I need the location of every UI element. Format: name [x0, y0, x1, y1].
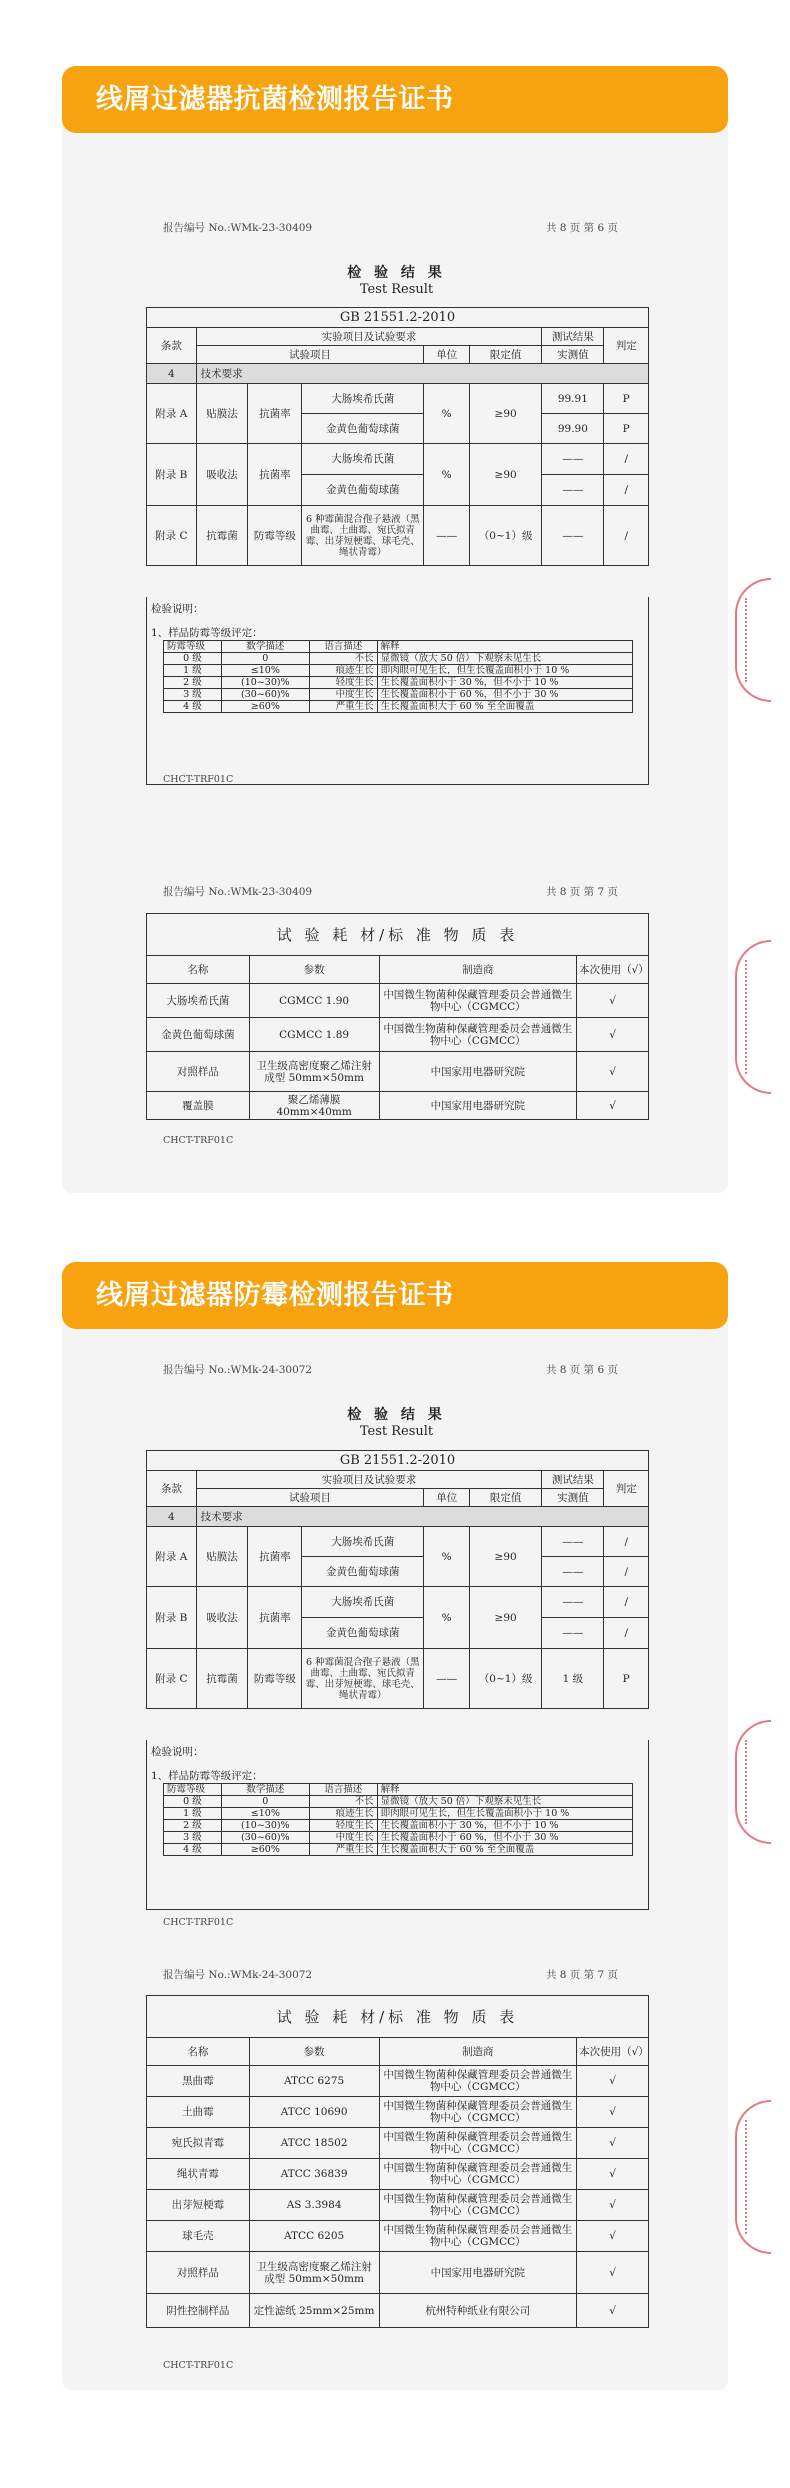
judgement-value: / [604, 475, 649, 506]
consumable-cell: √ [577, 2159, 649, 2190]
grade-table [163, 1783, 633, 1856]
grade-cell: ≥60% [221, 1844, 309, 1856]
consumable-cell: √ [577, 2221, 649, 2252]
header-judgement: 判定 [604, 328, 649, 364]
grade-cell: 即肉眼可见生长，但生长覆盖面积小于 10 % [377, 665, 632, 677]
measured-value: 99.90 [542, 414, 604, 444]
consumable-cell: ATCC 6205 [249, 2221, 379, 2252]
grade-cell: ≤10% [221, 1808, 309, 1820]
header-clause: 条款 [147, 328, 197, 364]
annex-a-method: 贴膜法 [196, 384, 248, 444]
judgement-value: / [604, 1527, 649, 1557]
consumables-header-cell: 制造商 [379, 2038, 577, 2066]
page-indicator: 共 8 页 第 6 页 [545, 222, 618, 234]
annex-c-description: 6 种霉菌混合孢子悬液（黑曲霉、土曲霉、宛氏拟青霉、出芽短梗霉、球毛壳、绳状青霉） [302, 1649, 424, 1709]
grade-cell: 4 级 [164, 701, 222, 713]
judgement-value: P [604, 384, 649, 414]
consumable-cell: 中国微生物菌种保藏管理委员会普通微生物中心（CGMCC） [379, 2159, 577, 2190]
consumable-cell: √ [577, 2128, 649, 2159]
consumable-cell: 中国家用电器研究院 [379, 1052, 577, 1092]
consumable-cell: √ [577, 2252, 649, 2294]
consumable-cell: 定性滤纸 25mm×25mm [249, 2294, 379, 2328]
annex-a-clause: 附录 A [147, 384, 197, 444]
grade-cell: 即肉眼可见生长，但生长覆盖面积小于 10 % [377, 1808, 632, 1820]
consumables-header-cell: 名称 [147, 2038, 250, 2066]
header-test-item: 试验项目 [196, 346, 424, 364]
red-seal-stamp [735, 940, 771, 1094]
result-title-cn: 检 验 结 果 [347, 1407, 446, 1423]
consumable-cell: ATCC 6275 [249, 2066, 379, 2097]
annex-b-limit: ≥90 [469, 444, 541, 506]
standard-code: GB 21551.2-2010 [147, 1451, 649, 1471]
organism-name: 大肠埃希氏菌 [302, 384, 424, 414]
consumable-cell: √ [577, 1052, 649, 1092]
grade-cell: 生长覆盖面积大于 60 % 至全面覆盖 [377, 701, 632, 713]
grade-cell: 轻度生长 [309, 1820, 377, 1832]
consumables-header-cell: 参数 [249, 2038, 379, 2066]
grade-cell: 1 级 [164, 1808, 222, 1820]
grade-intro: 1、样品防霉等级评定： [151, 1770, 263, 1782]
consumables-header-cell: 制造商 [379, 956, 577, 984]
consumable-cell: 中国微生物菌种保藏管理委员会普通微生物中心（CGMCC） [379, 2066, 577, 2097]
annex-c-item: 防霉等级 [248, 1649, 302, 1709]
grade-cell: ≥60% [221, 701, 309, 713]
annex-b-clause: 附录 B [147, 1587, 197, 1649]
consumables-table [146, 1995, 649, 2328]
annex-c-method: 抗霉菌 [196, 506, 248, 566]
consumable-cell: 中国微生物菌种保藏管理委员会普通微生物中心（CGMCC） [379, 1018, 577, 1052]
grade-cell: 3 级 [164, 689, 222, 701]
grade-cell: ≤10% [221, 665, 309, 677]
grade-cell: (30~60)% [221, 1832, 309, 1844]
consumable-cell: 宛氏拟青霉 [147, 2128, 250, 2159]
header-unit: 单位 [424, 1489, 470, 1507]
grade-cell: 显微镜（放大 50 倍）下观察未见生长 [377, 1796, 632, 1808]
judgement-value: P [604, 1649, 649, 1709]
grade-table [163, 640, 633, 713]
consumables-header-cell: 本次使用（√） [577, 956, 649, 984]
grade-intro: 1、样品防霉等级评定： [151, 627, 263, 639]
grade-header-cell: 解释 [377, 1784, 632, 1796]
grade-cell: 中度生长 [309, 689, 377, 701]
consumables-header-cell: 本次使用（√） [577, 2038, 649, 2066]
consumable-cell: 中国微生物菌种保藏管理委员会普通微生物中心（CGMCC） [379, 2097, 577, 2128]
annex-b-method: 吸收法 [196, 444, 248, 506]
report-number: 报告编号 No.:WMk-24-30072 [163, 1969, 313, 1981]
red-seal-stamp [735, 1720, 771, 1844]
grade-cell: 生长覆盖面积小于 60 %，但不小于 30 % [377, 1832, 632, 1844]
annex-a-limit: ≥90 [469, 384, 541, 444]
grade-cell: 痕迹生长 [309, 1808, 377, 1820]
grade-cell: 0 [221, 653, 309, 665]
consumables-title: 试 验 耗 材/标 准 物 质 表 [147, 914, 649, 956]
consumable-cell: 卫生级高密度聚乙烯注射成型 50mm×50mm [249, 1052, 379, 1092]
annex-c-clause: 附录 C [147, 506, 197, 566]
annex-b-unit: % [424, 444, 470, 506]
consumable-cell: 中国微生物菌种保藏管理委员会普通微生物中心（CGMCC） [379, 2221, 577, 2252]
grade-cell: 0 级 [164, 1796, 222, 1808]
consumable-cell: 中国微生物菌种保藏管理委员会普通微生物中心（CGMCC） [379, 984, 577, 1018]
grade-header-cell: 防霉等级 [164, 1784, 222, 1796]
r1-p1-header [163, 220, 618, 235]
header-judgement: 判定 [604, 1471, 649, 1507]
report-number: 报告编号 No.:WMk-23-30409 [163, 222, 313, 234]
consumable-cell: 土曲霉 [147, 2097, 250, 2128]
grade-cell: 4 级 [164, 1844, 222, 1856]
report-1-banner: 线屑过滤器抗菌检测报告证书 [62, 66, 728, 133]
annex-c-unit: —— [424, 1649, 470, 1709]
header-limit: 限定值 [469, 346, 541, 364]
judgement-value: / [604, 1618, 649, 1649]
organism-name: 金黄色葡萄球菌 [302, 414, 424, 444]
annex-a-unit: % [424, 1527, 470, 1587]
header-measured: 实测值 [542, 346, 604, 364]
consumable-cell: √ [577, 2097, 649, 2128]
grade-header-cell: 数学描述 [221, 641, 309, 653]
consumable-cell: 中国家用电器研究院 [379, 1092, 577, 1120]
grade-cell: 严重生长 [309, 1844, 377, 1856]
consumables-table [146, 913, 649, 1120]
grade-cell: 2 级 [164, 677, 222, 689]
header-clause: 条款 [147, 1471, 197, 1507]
annex-b-method: 吸收法 [196, 1587, 248, 1649]
form-code: CHCT-TRF01C [163, 774, 234, 785]
measured-value: 99.91 [542, 384, 604, 414]
organism-name: 大肠埃希氏菌 [302, 1587, 424, 1618]
consumable-cell: √ [577, 984, 649, 1018]
result-table [146, 1450, 649, 1709]
consumable-cell: √ [577, 1092, 649, 1120]
annex-b-limit: ≥90 [469, 1587, 541, 1649]
standard-code: GB 21551.2-2010 [147, 308, 649, 328]
annex-c-item: 防霉等级 [248, 506, 302, 566]
grade-cell: (10~30)% [221, 1820, 309, 1832]
grade-header-cell: 数学描述 [221, 1784, 309, 1796]
notes-label: 检验说明： [151, 1746, 204, 1758]
measured-value: —— [542, 1618, 604, 1649]
measured-value: —— [542, 475, 604, 506]
organism-name: 大肠埃希氏菌 [302, 444, 424, 475]
header-unit: 单位 [424, 346, 470, 364]
grade-cell: 3 级 [164, 1832, 222, 1844]
tech-row-number: 4 [147, 1507, 197, 1527]
header-results-group: 测试结果 [542, 328, 604, 346]
annex-c-clause: 附录 C [147, 1649, 197, 1709]
consumable-cell: √ [577, 2190, 649, 2221]
grade-cell: (30~60)% [221, 689, 309, 701]
report-2-banner: 线屑过滤器防霉检测报告证书 [62, 1262, 728, 1329]
result-title-cn: 检 验 结 果 [347, 265, 446, 281]
consumable-cell: CGMCC 1.90 [249, 984, 379, 1018]
form-code: CHCT-TRF01C [163, 2360, 234, 2371]
annex-a-unit: % [424, 384, 470, 444]
organism-name: 金黄色葡萄球菌 [302, 1557, 424, 1587]
consumable-cell: 球毛壳 [147, 2221, 250, 2252]
consumable-cell: 中国家用电器研究院 [379, 2252, 577, 2294]
consumable-cell: 卫生级高密度聚乙烯注射成型 50mm×50mm [249, 2252, 379, 2294]
grade-cell: 不长 [309, 1796, 377, 1808]
organism-name: 大肠埃希氏菌 [302, 1527, 424, 1557]
header-measured: 实测值 [542, 1489, 604, 1507]
annex-b-item: 抗菌率 [248, 1587, 302, 1649]
result-title-en: Test Result [359, 1424, 434, 1439]
consumable-cell: CGMCC 1.89 [249, 1018, 379, 1052]
header-limit: 限定值 [469, 1489, 541, 1507]
grade-cell: 生长覆盖面积小于 30 %，但不小于 10 % [377, 1820, 632, 1832]
consumable-cell: AS 3.3984 [249, 2190, 379, 2221]
annex-c-method: 抗霉菌 [196, 1649, 248, 1709]
r2-p1-header [163, 1362, 618, 1377]
consumable-cell: √ [577, 1018, 649, 1052]
judgement-value: / [604, 1587, 649, 1618]
grade-cell: 0 [221, 1796, 309, 1808]
header-items-group: 实验项目及试验要求 [196, 328, 542, 346]
consumable-cell: 黑曲霉 [147, 2066, 250, 2097]
annex-c-limit: （0~1）级 [469, 1649, 541, 1709]
consumable-cell: √ [577, 2066, 649, 2097]
consumables-header-cell: 名称 [147, 956, 250, 984]
page-indicator: 共 8 页 第 7 页 [545, 1969, 618, 1981]
annex-b-item: 抗菌率 [248, 444, 302, 506]
consumables-title: 试 验 耗 材/标 准 物 质 表 [147, 1996, 649, 2038]
form-code: CHCT-TRF01C [163, 1135, 234, 1146]
consumable-cell: 中国微生物菌种保藏管理委员会普通微生物中心（CGMCC） [379, 2190, 577, 2221]
grade-cell: 生长覆盖面积小于 60 %，但不小于 30 % [377, 689, 632, 701]
page-indicator: 共 8 页 第 7 页 [545, 886, 618, 898]
grade-cell: 2 级 [164, 1820, 222, 1832]
grade-header-cell: 防霉等级 [164, 641, 222, 653]
tech-row-label: 技术要求 [196, 364, 648, 384]
annex-b-unit: % [424, 1587, 470, 1649]
measured-value: —— [542, 1587, 604, 1618]
form-code: CHCT-TRF01C [163, 1917, 234, 1928]
consumable-cell: 覆盖膜 [147, 1092, 250, 1120]
notes-label: 检验说明： [151, 603, 204, 615]
grade-cell: 0 级 [164, 653, 222, 665]
consumable-cell: 出芽短梗霉 [147, 2190, 250, 2221]
grade-header-cell: 语言描述 [309, 641, 377, 653]
result-title-en: Test Result [359, 282, 434, 297]
judgement-value: / [604, 444, 649, 475]
grade-cell: 生长覆盖面积大于 60 % 至全面覆盖 [377, 1844, 632, 1856]
page-indicator: 共 8 页 第 6 页 [545, 1364, 618, 1376]
judgement-value: P [604, 414, 649, 444]
consumable-cell: ATCC 18502 [249, 2128, 379, 2159]
annex-c-limit: （0~1）级 [469, 506, 541, 566]
grade-header-cell: 语言描述 [309, 1784, 377, 1796]
grade-cell: 1 级 [164, 665, 222, 677]
report-number: 报告编号 No.:WMk-23-30409 [163, 886, 313, 898]
organism-name: 金黄色葡萄球菌 [302, 475, 424, 506]
report-number: 报告编号 No.:WMk-24-30072 [163, 1364, 313, 1376]
header-test-item: 试验项目 [196, 1489, 424, 1507]
organism-name: 金黄色葡萄球菌 [302, 1618, 424, 1649]
consumable-cell: 聚乙烯薄膜 40mm×40mm [249, 1092, 379, 1120]
annex-a-clause: 附录 A [147, 1527, 197, 1587]
annex-a-method: 贴膜法 [196, 1527, 248, 1587]
annex-c-unit: —— [424, 506, 470, 566]
consumable-cell: 阴性控制样品 [147, 2294, 250, 2328]
grade-header-cell: 解释 [377, 641, 632, 653]
annex-a-item: 抗菌率 [248, 384, 302, 444]
consumable-cell: 大肠埃希氏菌 [147, 984, 250, 1018]
measured-value: —— [542, 506, 604, 566]
measured-value: 1 级 [542, 1649, 604, 1709]
consumable-cell: 中国微生物菌种保藏管理委员会普通微生物中心（CGMCC） [379, 2128, 577, 2159]
consumable-cell: √ [577, 2294, 649, 2328]
consumable-cell: 杭州特种纸业有限公司 [379, 2294, 577, 2328]
consumable-cell: 金黄色葡萄球菌 [147, 1018, 250, 1052]
annex-c-description: 6 种霉菌混合孢子悬液（黑曲霉、土曲霉、宛氏拟青霉、出芽短梗霉、球毛壳、绳状青霉） [302, 506, 424, 566]
consumables-header-cell: 参数 [249, 956, 379, 984]
measured-value: —— [542, 1557, 604, 1587]
grade-cell: 显微镜（放大 50 倍）下观察未见生长 [377, 653, 632, 665]
measured-value: —— [542, 1527, 604, 1557]
consumable-cell: 对照样品 [147, 1052, 250, 1092]
tech-row-label: 技术要求 [196, 1507, 648, 1527]
header-items-group: 实验项目及试验要求 [196, 1471, 542, 1489]
consumable-cell: ATCC 36839 [249, 2159, 379, 2190]
grade-cell: (10~30)% [221, 677, 309, 689]
r1-p2-header [163, 884, 618, 899]
result-table [146, 307, 649, 566]
tech-row-number: 4 [147, 364, 197, 384]
red-seal-stamp [735, 2100, 771, 2254]
judgement-value: / [604, 506, 649, 566]
grade-cell: 严重生长 [309, 701, 377, 713]
grade-cell: 中度生长 [309, 1832, 377, 1844]
grade-cell: 不长 [309, 653, 377, 665]
annex-b-clause: 附录 B [147, 444, 197, 506]
annex-a-limit: ≥90 [469, 1527, 541, 1587]
consumable-cell: 绳状青霉 [147, 2159, 250, 2190]
judgement-value: / [604, 1557, 649, 1587]
consumable-cell: ATCC 10690 [249, 2097, 379, 2128]
header-results-group: 测试结果 [542, 1471, 604, 1489]
grade-cell: 痕迹生长 [309, 665, 377, 677]
measured-value: —— [542, 444, 604, 475]
consumable-cell: 对照样品 [147, 2252, 250, 2294]
r2-p2-header [163, 1967, 618, 1982]
grade-cell: 生长覆盖面积小于 30 %，但不小于 10 % [377, 677, 632, 689]
annex-a-item: 抗菌率 [248, 1527, 302, 1587]
red-seal-stamp [735, 578, 771, 702]
grade-cell: 轻度生长 [309, 677, 377, 689]
